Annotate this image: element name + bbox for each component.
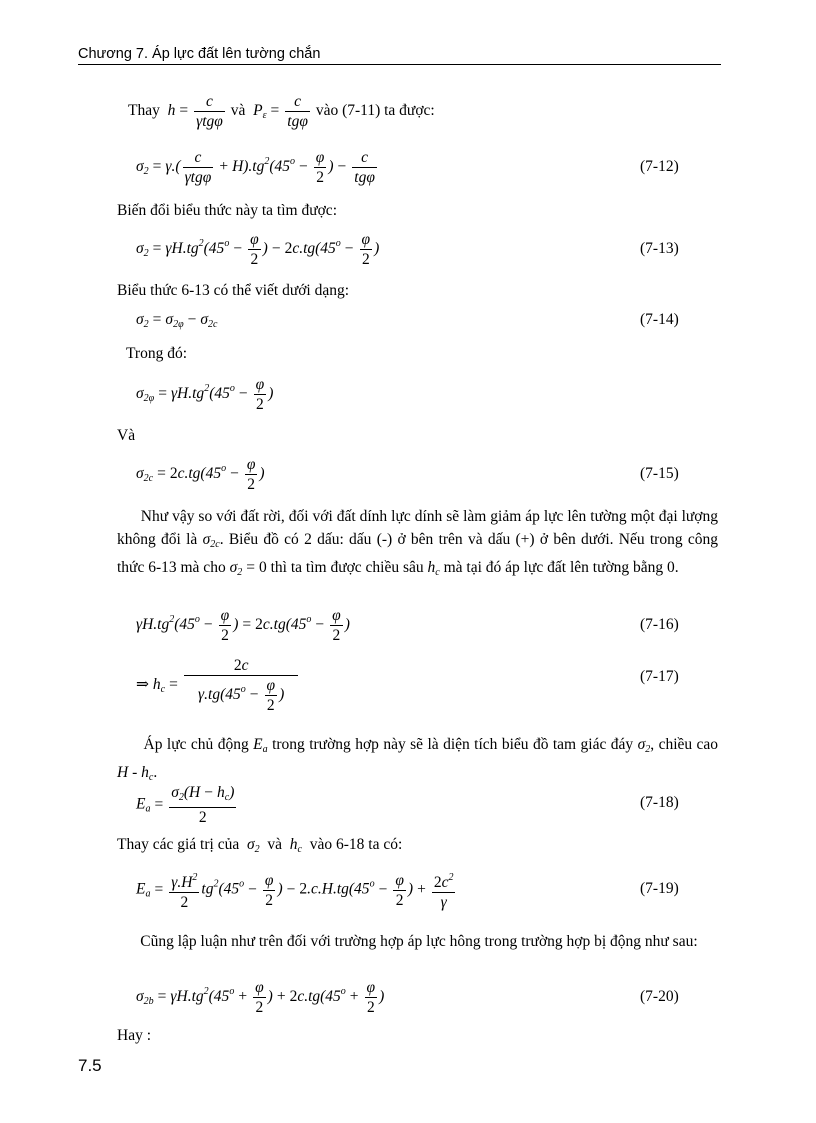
equation-number: (7-18) bbox=[640, 794, 679, 811]
equation-sigma-2phi: $\sigma_{2\varphi} = \gamma H.tg^2(45^o$ − $\frac{\varphi}{2}$ ) bbox=[136, 376, 274, 413]
paragraph-passive: Cũng lập luận như trên đối với trường hợp áp lực hông trong trường hợp bị động như sau: bbox=[140, 933, 698, 950]
text-line: Và bbox=[117, 427, 136, 444]
text-line: Hay : bbox=[117, 1027, 152, 1044]
equation-number: (7-14) bbox=[640, 311, 679, 328]
paragraph-active-pressure: Áp lực chủ động $E_a$ trong trường hợp này sẽ là diện tích biểu đồ tam giác đáy $\sigma_2$, chiều cao H - $h_c$. bbox=[117, 736, 719, 783]
chapter-header: Chương 7. Áp lực đất lên tường chắn bbox=[78, 46, 721, 65]
equation-7-20: $\sigma_{2b} = \gamma H.tg^2(45^o$ + $\frac{\varphi}{2}$ ) + $2c.tg(45^o$ + $\frac{\varphi}{2}$ ) bbox=[136, 979, 385, 1016]
equation-7-15: $\sigma_{2c} = 2c.tg(45^o$ − $\frac{\varphi}{2}$ ) bbox=[136, 456, 265, 493]
text-line: Trong đó: bbox=[126, 345, 188, 362]
equation-number: (7-15) bbox=[640, 465, 679, 482]
equation-number: (7-17) bbox=[640, 668, 679, 685]
equation-7-13: $\sigma_2 = \gamma H.tg^2(45^o$ − $\frac{\varphi}{2}$ ) − $2c.tg(45^o$ − $\frac{\varphi}{2}$ ) bbox=[136, 231, 380, 268]
equation-7-18: $E_a$ = $\frac{\sigma_2(H - h_c)}{2}$ bbox=[136, 784, 235, 826]
equation-7-14: $\sigma_2 = \sigma_{2\varphi} - \sigma_{2c}$ bbox=[136, 311, 218, 330]
equation-number: (7-19) bbox=[640, 880, 679, 897]
equation-number: (7-12) bbox=[640, 158, 679, 175]
equation-7-19: $E_a$ = $\frac{\gamma.H^2}{2}$ $tg^2(45^o$ − $\frac{\varphi}{2}$ ) − $2.c.H.tg(45^o$ − $\frac{\varphi}{2}$ ) + $\frac{2c^2}{\gamma}$ bbox=[136, 868, 457, 912]
equation-7-17: ⇒ $h_c$ = 2c $\gamma.tg(45^o$ − $\frac{\varphi}{2}$ ) bbox=[136, 656, 300, 715]
substitution-line: Thay h = $\frac{c}{\text{γtgφ}}$ và $P_\varepsilon$ = $\frac{c}{\text{tgφ}}$ vào (7-11) ta được: bbox=[128, 93, 435, 130]
paragraph-cohesion: Như vậy so với đất rời, đối với đất dính lực dính sẽ làm giảm áp lực lên tường một đại lượng không đổi là $\sigma_{2c}$. Biểu đồ có 2 dấu: dấu (-) ở bên trên và dấu (+) ở bên dưới. Nếu trong công thức 6-13 mà cho $\sigma_2 = 0$ thì ta tìm được chiều sâu $h_c$ mà tại đó áp lực đất lên tường bằng 0. bbox=[117, 508, 719, 578]
equation-7-16: $\gamma H.tg^2(45^o$ − $\frac{\varphi}{2}$ ) = $2c.tg(45^o$ − $\frac{\varphi}{2}$ ) bbox=[136, 607, 350, 644]
text-line: Biến đổi biểu thức này ta tìm được: bbox=[117, 202, 337, 219]
equation-number: (7-16) bbox=[640, 616, 679, 633]
text-line: Biểu thức 6-13 có thể viết dưới dạng: bbox=[117, 282, 350, 299]
equation-number: (7-13) bbox=[640, 240, 679, 257]
equation-number: (7-20) bbox=[640, 988, 679, 1005]
equation-7-12: $\sigma_2 = \gamma$.( $\frac{c}{\text{γtgφ}}$ + $H).tg^2(45^o$ − $\frac{\varphi}{2}$ ) − $\frac{c}{\text{tgφ}}$ bbox=[136, 149, 375, 186]
text-line: Thay các giá trị của $\sigma_2$ và $h_c$ vào 6-18 ta có: bbox=[117, 836, 403, 855]
page-number: 7.5 bbox=[78, 1056, 102, 1075]
